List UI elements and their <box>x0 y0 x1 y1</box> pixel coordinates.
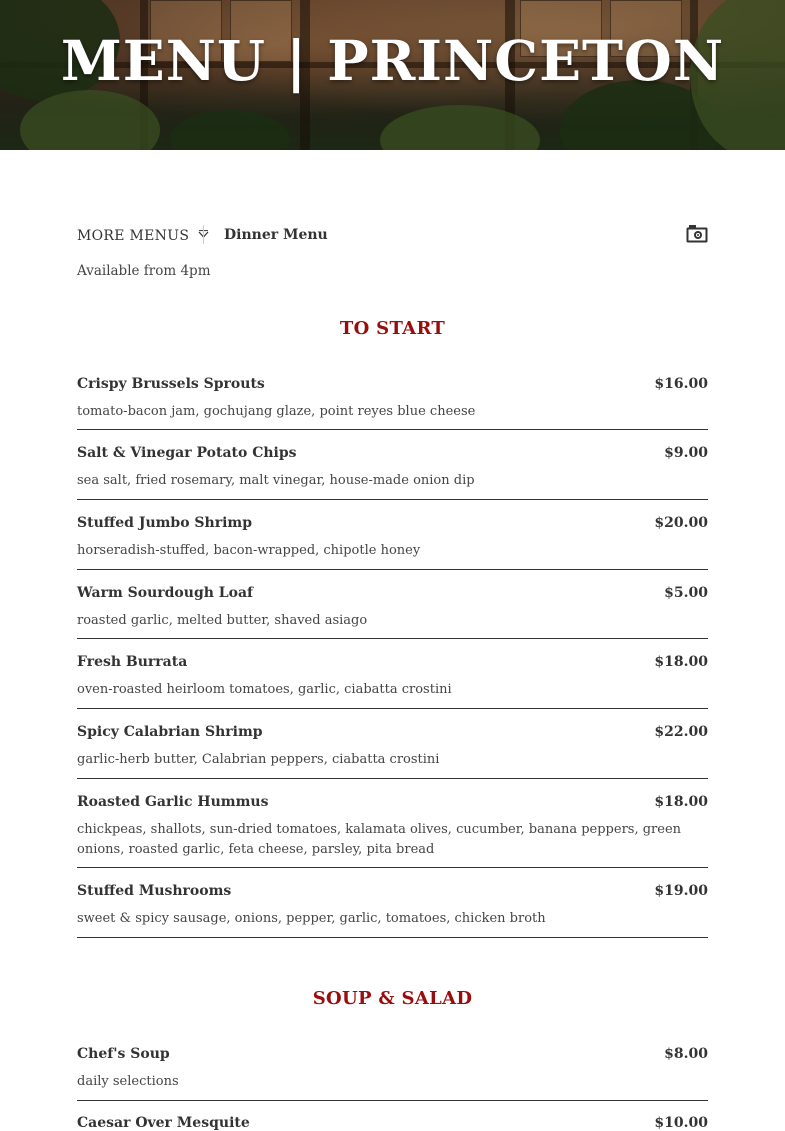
section-title-soup-salad: SOUP & SALAD <box>312 988 473 1009</box>
menu-item <box>77 376 708 431</box>
item-price: $19.00 <box>654 883 708 899</box>
hero-banner <box>0 0 785 150</box>
menu-item <box>77 883 708 938</box>
menu-item <box>77 1046 708 1101</box>
menu-item <box>77 445 708 500</box>
item-name: Stuffed Jumbo Shrimp <box>77 515 253 531</box>
item-divider <box>77 937 708 938</box>
menu-divider <box>203 225 204 244</box>
menu-item <box>77 724 708 779</box>
current-menu-name: Dinner Menu <box>224 227 328 243</box>
item-divider <box>77 569 708 570</box>
item-divider <box>77 867 708 868</box>
item-divider <box>77 638 708 639</box>
item-name: Spicy Calabrian Shrimp <box>77 724 263 740</box>
availability-note: Available from 4pm <box>77 263 211 279</box>
item-description: daily selections <box>77 1074 179 1089</box>
item-divider <box>77 1100 708 1101</box>
item-name: Caesar Over Mesquite <box>77 1115 250 1131</box>
item-price: $8.00 <box>664 1046 708 1062</box>
item-price: $10.00 <box>654 1115 708 1131</box>
menu-item <box>77 794 708 868</box>
item-name: Roasted Garlic Hummus <box>77 794 269 810</box>
more-menus-label: MORE MENUS <box>77 228 190 244</box>
item-divider <box>77 499 708 500</box>
item-description: garlic-herb butter, Calabrian peppers, ciabatta crostini <box>77 752 440 767</box>
item-price: $18.00 <box>654 794 708 810</box>
item-price: $9.00 <box>664 445 708 461</box>
item-description: roasted garlic, melted butter, shaved asiago <box>77 613 368 628</box>
item-name: Stuffed Mushrooms <box>77 883 232 899</box>
menu-item <box>77 585 708 640</box>
item-description: chickpeas, shallots, sun-dried tomatoes, kalamata olives, cucumber, banana peppers, green onions, roasted garlic, feta cheese, parsley, pita bread <box>77 822 682 857</box>
item-divider <box>77 429 708 430</box>
item-price: $20.00 <box>654 515 708 531</box>
item-name: Warm Sourdough Loaf <box>77 585 254 601</box>
item-description: tomato-bacon jam, gochujang glaze, point reyes blue cheese <box>77 404 476 419</box>
menu-item <box>77 654 708 709</box>
menu-item <box>77 515 708 570</box>
item-price: $22.00 <box>654 724 708 740</box>
menu-bar <box>77 222 708 252</box>
item-divider <box>77 778 708 779</box>
more-menus-dropdown[interactable] <box>77 227 209 244</box>
item-description: sweet & spicy sausage, onions, pepper, garlic, tomatoes, chicken broth <box>77 911 546 926</box>
item-description: oven-roasted heirloom tomatoes, garlic, ciabatta crostini <box>77 682 452 697</box>
camera-icon[interactable] <box>686 224 708 243</box>
item-name: Chef's Soup <box>77 1046 170 1062</box>
menu-item <box>77 1115 708 1131</box>
item-name: Fresh Burrata <box>77 654 188 670</box>
section-title-to-start: TO START <box>339 318 446 339</box>
item-name: Salt & Vinegar Potato Chips <box>77 445 297 461</box>
item-price: $5.00 <box>664 585 708 601</box>
item-name: Crispy Brussels Sprouts <box>77 376 265 392</box>
item-price: $16.00 <box>654 376 708 392</box>
item-divider <box>77 708 708 709</box>
item-price: $18.00 <box>654 654 708 670</box>
page-title: MENU | PRINCETON <box>60 28 725 93</box>
item-description: sea salt, fried rosemary, malt vinegar, house-made onion dip <box>77 473 475 488</box>
item-description: horseradish-stuffed, bacon-wrapped, chipotle honey <box>77 543 421 558</box>
